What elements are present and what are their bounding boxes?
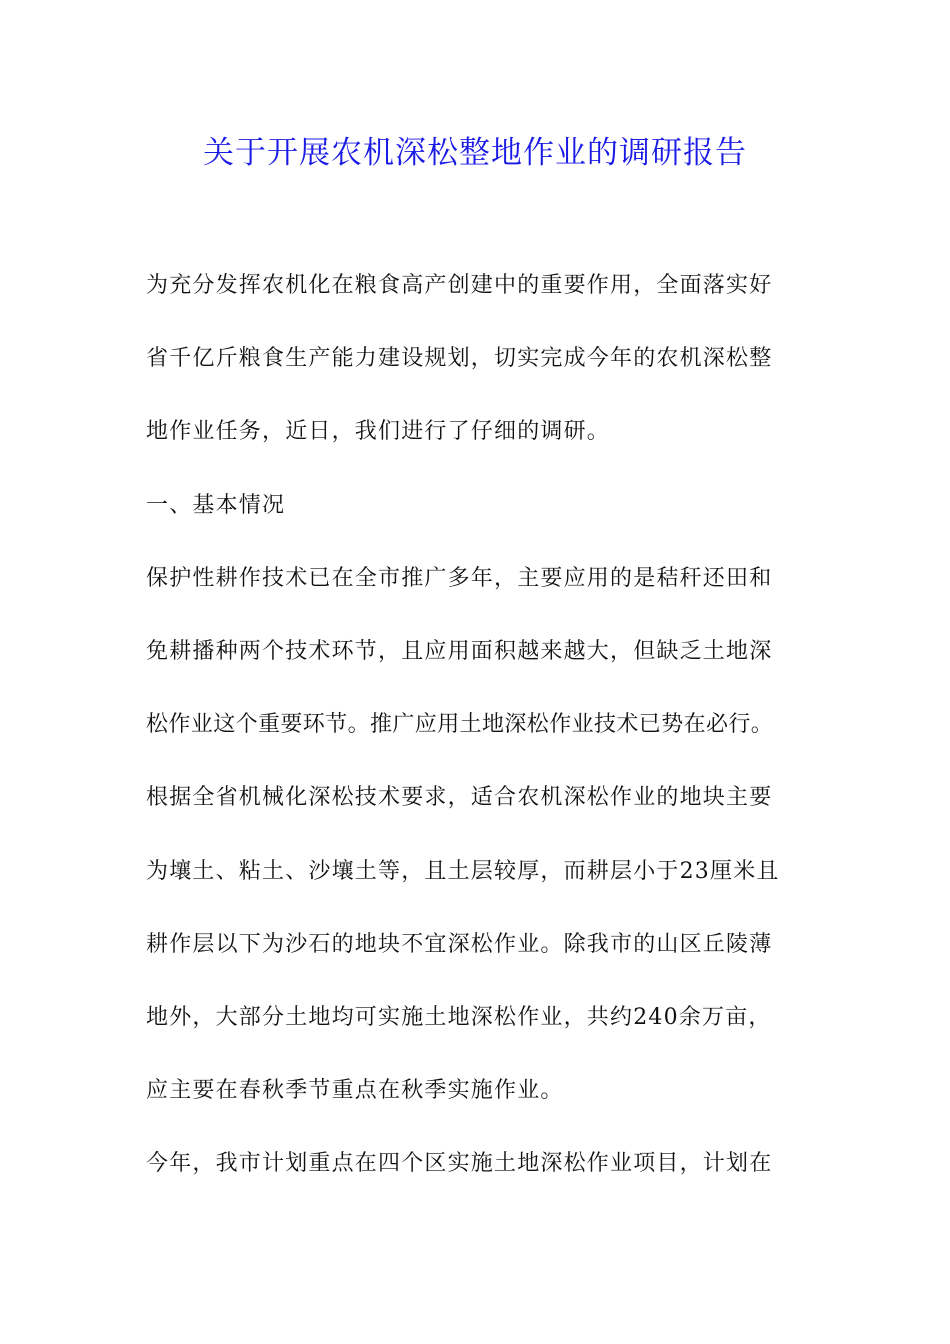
- paragraph-line: 为壤土、粘土、沙壤土等，且土层较厚，而耕层小于23厘米且: [146, 858, 780, 884]
- paragraph-line: 应主要在春秋季节重点在秋季实施作业。: [146, 1078, 564, 1104]
- paragraph-line: 根据全省机械化深松技术要求，适合农机深松作业的地块主要: [146, 785, 773, 811]
- paragraph-line: 地作业任务，近日，我们进行了仔细的调研。: [146, 419, 611, 445]
- document-title: 关于开展农机深松整地作业的调研报告: [203, 135, 747, 171]
- section-heading: 一、基本情况: [146, 492, 286, 518]
- paragraph-line: 保护性耕作技术已在全市推广多年，主要应用的是秸秆还田和: [146, 565, 773, 591]
- paragraph-line: 今年，我市计划重点在四个区实施土地深松作业项目，计划在: [146, 1151, 773, 1177]
- document-body: [146, 258, 806, 1209]
- paragraph-line: 松作业这个重要环节。推广应用土地深松作业技术已势在必行。: [146, 712, 774, 738]
- paragraph-line: 为充分发挥农机化在粮食高产创建中的重要作用，全面落实好: [146, 273, 773, 298]
- paragraph-line: 地外，大部分土地均可实施土地深松作业，共约240余万亩，: [146, 1004, 772, 1030]
- paragraph-line: 省千亿斤粮食生产能力建设规划，切实完成今年的农机深松整: [146, 346, 773, 372]
- paragraph-line: 耕作层以下为沙石的地块不宜深松作业。除我市的山区丘陵薄: [146, 931, 773, 957]
- paragraph-line: 免耕播种两个技术环节，且应用面积越来越大，但缺乏土地深: [146, 638, 773, 664]
